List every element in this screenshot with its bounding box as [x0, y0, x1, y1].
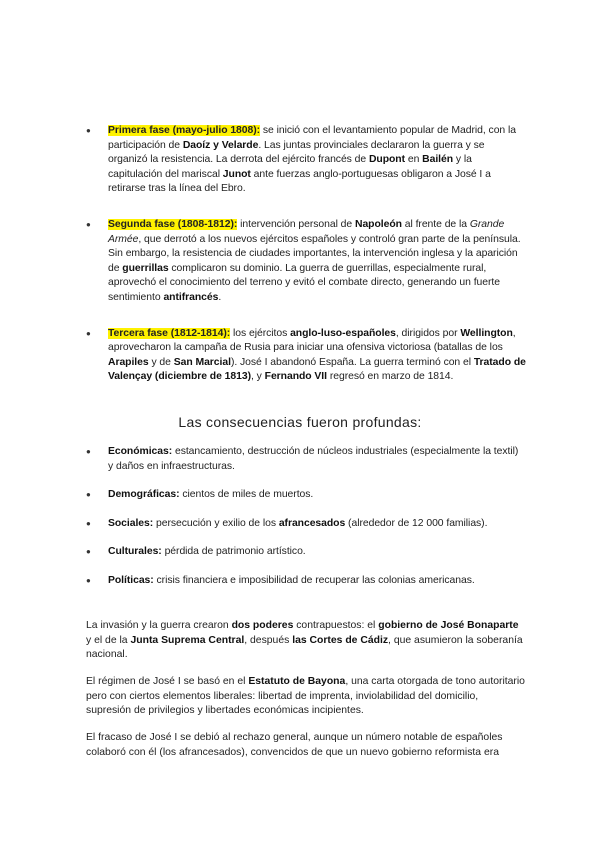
phase-item-1 — [86, 124, 526, 197]
para-text: y el de la — [86, 634, 131, 646]
para-bold: las Cortes de Cádiz — [292, 634, 389, 646]
phase-3-bold: Fernando VII — [264, 371, 327, 383]
phase-1-bold: Daoíz y Velarde — [182, 139, 259, 151]
phase-item-2 — [86, 218, 526, 306]
para-bold: Junta Suprema Central — [130, 634, 245, 646]
phase-2-text: , que derrotó a los nuevos ejércitos españoles y controló gran parte de la península. Sin embargo, la resistencia de ciudades importantes, la intervención inglesa y la aparición de — [108, 233, 521, 274]
phase-2-bold: guerrillas — [122, 262, 169, 274]
phase-3-bold: San Marcial — [173, 356, 231, 368]
para-bold: dos poderes — [231, 620, 294, 631]
phase-1-bold: Dupont — [368, 154, 406, 166]
consequence-economic — [86, 445, 526, 474]
para-bold: gobierno de José Bonaparte — [378, 620, 519, 631]
phase-3-text: y de — [148, 356, 174, 368]
phase-3-text: regresó en marzo de 1814. — [326, 371, 454, 383]
para-text: , que asumieron la soberanía nacional. — [86, 634, 523, 661]
phase-2-italic: Grande Armée — [108, 218, 505, 245]
consequence-label: Políticas: — [108, 574, 154, 586]
phase-1-text: en — [405, 154, 423, 166]
phase-3-bold: anglo-luso-españoles — [290, 327, 396, 339]
para-text: El régimen de José I se basó en el — [86, 676, 249, 687]
phase-2-bold: Napoleón — [354, 218, 402, 230]
phase-3-bold: Tratado de Valençay (diciembre de 1813) — [108, 356, 526, 383]
phase-2-text: intervención personal de — [237, 218, 355, 230]
consequence-label: Culturales: — [108, 546, 162, 558]
consequence-bold: afrancesados — [278, 517, 346, 529]
para-text: El fracaso de José I se debió al rechazo general, aunque un número notable de españoles colaboró con él (los afrancesados), convencidos de que un nuevo gobierno reformista era — [86, 732, 503, 758]
phase-1-text: y la capitulación del mariscal — [108, 154, 472, 180]
consequence-demographic — [86, 488, 526, 503]
paragraph-failure — [86, 731, 526, 760]
para-text: contrapuestos: el — [293, 620, 379, 631]
phase-3-bold: Wellington — [460, 327, 513, 339]
phase-3-title: Tercera fase (1812-1814): — [108, 327, 231, 339]
consequences-heading: Las consecuencias fueron profundas: — [178, 414, 422, 430]
consequence-text: persecución y exilio de los — [153, 517, 279, 529]
consequence-label: Sociales: — [108, 517, 154, 529]
phase-3-bold: Arapiles — [108, 356, 149, 368]
para-text: , una carta otorgada de tono autoritario pero con ciertos elementos liberales: libertad de imprenta, inviolabilidad del domicilio, supresión de privilegios y libertades económicas incipientes. — [86, 676, 525, 717]
phase-1-text: se inició con el levantamiento popular de Madrid, con la participación de — [108, 125, 516, 151]
phase-3-text: los ejércitos — [230, 327, 291, 339]
consequence-label: Económicas: — [108, 446, 173, 457]
phase-2-text: . — [218, 291, 222, 303]
phase-1-bold: Bailén — [422, 154, 454, 166]
consequence-social — [86, 517, 526, 532]
para-text: La invasión y la guerra crearon — [86, 620, 232, 631]
phase-1-bold: Junot — [222, 168, 251, 180]
phase-1-text: . Las juntas provinciales declararon la guerra y se organizó la resistencia. La derrota del ejército francés de — [108, 139, 485, 166]
para-text: , después — [244, 634, 293, 646]
consequence-text: (alrededor de 12 000 familias). — [345, 517, 488, 529]
consequence-text: estancamiento, destrucción de núcleos industriales (especialmente la textil) y daños en infraestructuras. — [108, 446, 519, 472]
paragraph-two-powers — [86, 619, 526, 663]
phase-3-text: , aprovecharon la campaña de Rusia para iniciar una ofensiva victoriosa (batallas de los — [108, 327, 516, 354]
phase-1-title: Primera fase (mayo-julio 1808): — [108, 125, 261, 136]
consequences-list — [86, 445, 526, 589]
consequence-text: cientos de miles de muertos. — [179, 489, 314, 501]
paragraph-bayona — [86, 675, 526, 719]
phase-item-3 — [86, 327, 526, 385]
phase-3-text: ). José I abandonó España. La guerra terminó con el — [230, 356, 474, 368]
phase-3-text: , y — [251, 371, 265, 383]
phase-2-text: complicaron su dominio. La guerra de guerrillas, especialmente rural, aprovechó el conocimiento del terreno y evitó el combate directo, generando un fuerte sentimiento — [108, 262, 500, 303]
phase-1-text: ante fuerzas anglo-portuguesas obligaron a José I a retirarse tras la línea del Ebro. — [108, 168, 491, 195]
phase-2-text: al frente de la — [401, 218, 470, 230]
consequence-text: pérdida de patrimonio artístico. — [161, 546, 306, 558]
consequence-cultural — [86, 545, 526, 560]
phases-list — [86, 124, 526, 385]
consequence-text: crisis financiera e imposibilidad de recuperar las colonias americanas. — [153, 574, 475, 586]
consequence-political — [86, 574, 526, 589]
phase-2-title: Segunda fase (1808-1812): — [108, 218, 238, 230]
phase-2-bold: antifrancés — [163, 291, 219, 303]
consequence-label: Demográficas: — [108, 489, 180, 501]
para-bold: Estatuto de Bayona — [248, 676, 346, 687]
phase-3-text: , dirigidos por — [395, 327, 461, 339]
